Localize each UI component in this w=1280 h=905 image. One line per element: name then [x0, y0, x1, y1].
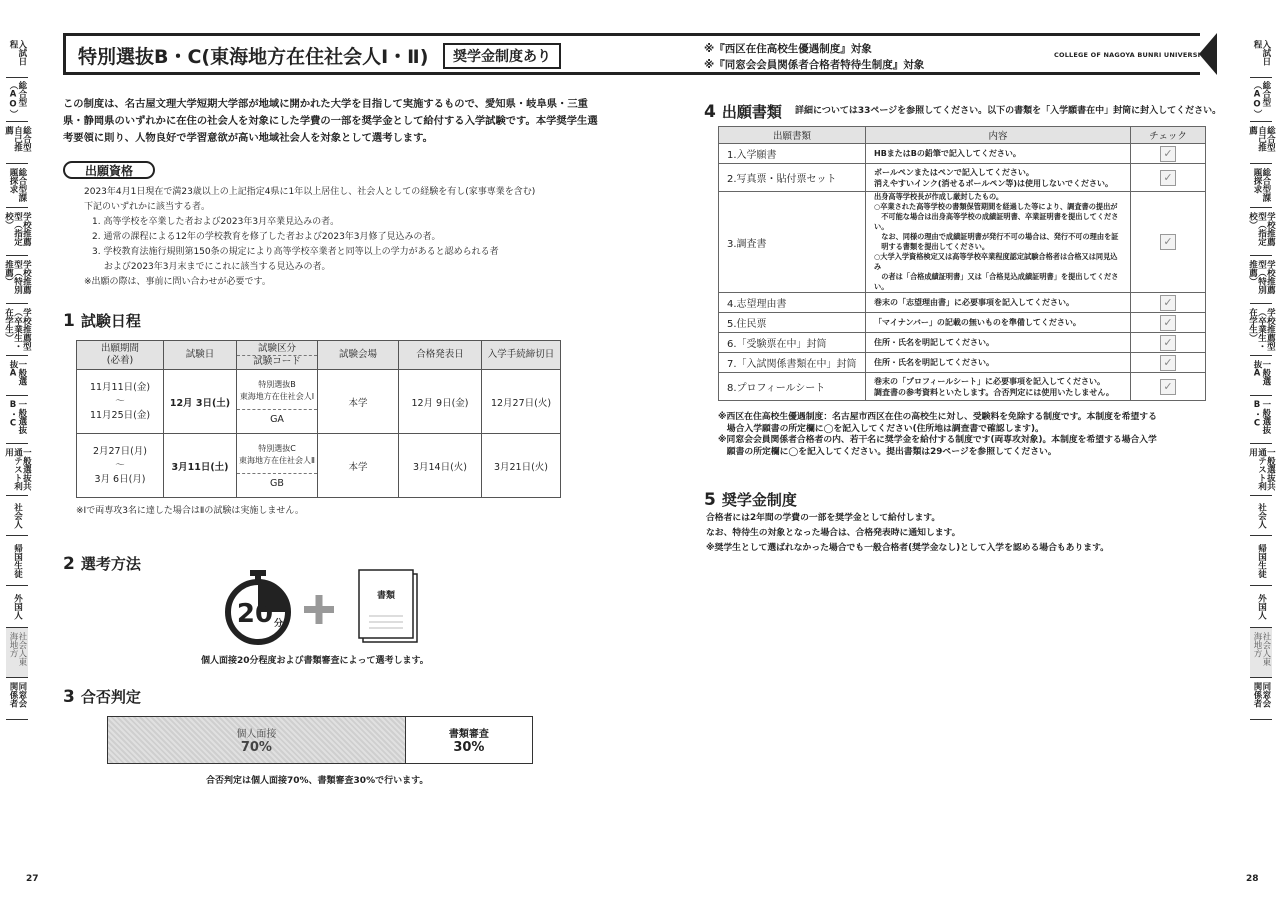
side-tab[interactable]: 社会人: [1250, 496, 1272, 536]
header-note: ※『同窓会会員関係者合格者特待生制度』対象: [704, 59, 925, 71]
side-tab[interactable]: 同窓会関係者: [1250, 678, 1272, 720]
doc-content-line: ボールペンまたはペンで記入してください。: [874, 167, 1034, 177]
doc-content-line: 「マイナンバー」の記載の無いものを準備してください。: [874, 318, 1081, 327]
page-number-right: 28: [1246, 874, 1259, 884]
table-row: [719, 353, 1206, 373]
document-share: [406, 717, 532, 763]
table-row: [77, 370, 561, 434]
table-row: [719, 313, 1206, 333]
side-tabs-left: [3, 36, 32, 720]
side-tab[interactable]: 総合型自己推薦: [6, 122, 28, 164]
scholarship-line: 合格者には2年間の学費の一部を奨学金として給付します。: [706, 513, 941, 523]
header-note: ※『西区在住高校生優遇制度』対象: [704, 43, 872, 55]
side-tab[interactable]: 総合型課題探求: [6, 164, 28, 208]
eligibility-line: 下記のいずれかに該当する者。: [84, 202, 211, 212]
side-tab[interactable]: 総合型自己推薦: [1250, 122, 1272, 164]
th-venue: 試験会場: [318, 341, 399, 370]
section-number: 5: [704, 490, 716, 510]
section-2-heading: [63, 553, 141, 574]
th-deadline: 入学手続締切日: [482, 341, 561, 370]
section-4-notes: [718, 412, 1157, 458]
period-end: 3月 6日(月): [94, 473, 146, 485]
exam-date: 3月11日(土): [164, 434, 237, 498]
side-tab[interactable]: 入試日程: [1250, 36, 1272, 78]
doc-content-line: 調査書の参考資料といたします。合否判定には使用いたしません。: [874, 387, 1114, 397]
side-tab[interactable]: 一般選抜A: [6, 356, 28, 396]
doc-name: 4.志望理由書: [719, 293, 866, 313]
doc-content: [866, 164, 1131, 192]
checkbox-icon[interactable]: ✓: [1160, 379, 1176, 395]
side-tab[interactable]: 外国人: [1250, 586, 1272, 628]
doc-content-line: 住所・氏名を明記してください。: [874, 338, 994, 347]
doc-content: [866, 373, 1131, 401]
result-date: 12月 9日(金): [399, 370, 482, 434]
doc-check-cell: [1131, 192, 1206, 293]
eligibility-line: 3. 学校教育法施行規則第150条の規定により高等学校卒業者と同等以上の学力があると認められる者: [92, 247, 499, 257]
note-line: 願書の所定欄に◯を記入してください。提出書類は29ページを参照してください。: [718, 446, 1057, 457]
doc-check-cell: [1131, 353, 1206, 373]
checkbox-icon[interactable]: ✓: [1160, 335, 1176, 351]
th-doc-name: 出願書類: [719, 127, 866, 144]
doc-content-line: ○大学入学資格検定又は高等学校卒業程度認定試験合格者は合格又は同見込み: [874, 252, 1118, 271]
schedule-note: ※Ⅰで両専攻3名に達した場合はⅡの試験は実施しません。: [76, 506, 304, 516]
title-bar: [63, 33, 675, 75]
side-tab[interactable]: 一般選抜A: [1250, 356, 1272, 396]
note-line: ※同窓会会員関係者合格者の内、若干名に奨学金を給付する制度です(両専攻対象)。本制度を希望する場合入学: [718, 435, 1157, 445]
table-row: [719, 144, 1206, 164]
doc-content: [866, 144, 1131, 164]
section-4-heading: [704, 101, 782, 122]
side-tab[interactable]: 総合型課題探求: [1250, 164, 1272, 208]
doc-content-line: HBまたはBの鉛筆で記入してください。: [874, 149, 1021, 158]
result-date: 3月14日(火): [399, 434, 482, 498]
doc-content-line: 巻末の「志望理由書」に必要事項を記入してください。: [874, 298, 1074, 307]
side-tab[interactable]: 社会人東海地方: [1250, 628, 1272, 678]
doc-content: [866, 333, 1131, 353]
interview-label: 個人面接: [236, 729, 277, 740]
section-title: 試験日程: [80, 312, 141, 330]
side-tab[interactable]: 総合型（AO）: [1250, 78, 1272, 122]
th-doc-check: チェック: [1131, 127, 1206, 144]
section-number: 2: [63, 554, 75, 574]
header-notes: [704, 41, 924, 73]
doc-check-cell: [1131, 164, 1206, 192]
side-tab[interactable]: 学校推薦型（特別推薦）: [6, 256, 28, 304]
kubun-line: 東海地方在住社会人Ⅱ: [239, 456, 315, 465]
doc-content-line: なお、同様の理由で成績証明書が発行不可の場合は、発行不可の理由を証: [874, 232, 1119, 241]
side-tab[interactable]: 学校推薦型（特別推薦）: [1250, 256, 1272, 304]
side-tab[interactable]: 一般選抜共通テスト利用: [1250, 444, 1272, 496]
document-review-label: 書類審査: [448, 729, 489, 740]
th-code: 試験コード: [253, 355, 301, 367]
judgement-caption: 合否判定は個人面接70%、書類審査30%で行います。: [206, 776, 429, 786]
doc-check-cell: [1131, 333, 1206, 353]
section-title: 奨学金制度: [721, 491, 797, 509]
section-title: 出願書類: [721, 103, 782, 121]
exam-code: GB: [270, 478, 284, 489]
side-tab[interactable]: 学校推薦型（卒業生・在学生）: [1250, 304, 1272, 356]
eligibility-label: 出願資格: [63, 161, 155, 179]
doc-content-line: 巻末の「プロフィールシート」に必要事項を記入してください。: [874, 376, 1105, 386]
doc-name: 6.「受験票在中」封筒: [719, 333, 866, 353]
side-tab[interactable]: 外国人: [6, 586, 28, 628]
deadline-date: 12月27日(火): [482, 370, 561, 434]
doc-name: 5.住民票: [719, 313, 866, 333]
period-start: 2月27日(月): [92, 445, 148, 457]
side-tab[interactable]: 帰国生徒: [6, 536, 28, 586]
section-title: 合否判定: [80, 688, 141, 706]
selection-caption: 個人面接20分程度および書類審査によって選考します。: [201, 656, 429, 666]
intro-text: この制度は、名古屋文理大学短期大学部が地域に開かれた大学を目指して実施するもので、愛知県・岐阜県・三重県・静岡県のいずれかに在住の社会人を対象にした学費の一部を奨学金として給付する入学試験です。本学奨学生選考要領に則り、人物良好で学習意欲が高い地域社会人を対象として選考します。: [63, 98, 598, 144]
document-label: 書類: [376, 591, 396, 601]
side-tab[interactable]: 学校推薦型（指定校）: [6, 208, 28, 256]
note-line: 場合入学願書の所定欄に◯を記入してください(住所地は調査書で確認します)。: [718, 423, 1044, 434]
doc-check-cell: [1131, 293, 1206, 313]
table-row: [719, 164, 1206, 192]
kubun-line: 東海地方在住社会人Ⅰ: [239, 392, 315, 401]
side-tab[interactable]: 学校推薦型（指定校）: [1250, 208, 1272, 256]
side-tab[interactable]: 社会人: [6, 496, 28, 536]
note-line: ※西区在住高校生優遇制度：名古屋市西区在住の高校生に対し、受験料を免除する制度です。本制度を希望する: [718, 412, 1157, 422]
deadline-date: 3月21日(火): [482, 434, 561, 498]
venue: 本学: [318, 434, 399, 498]
period-start: 11月11日(金): [89, 381, 151, 393]
eligibility-line: ※出願の際は、事前に問い合わせが必要です。: [84, 277, 271, 287]
table-row: [719, 333, 1206, 353]
kubun-line: 特別選抜C: [258, 444, 296, 453]
doc-check-cell: [1131, 373, 1206, 401]
th-period: 出願期間: [100, 343, 139, 354]
checkbox-icon[interactable]: ✓: [1160, 234, 1176, 250]
period-tilde: 〜: [115, 395, 125, 407]
eligibility-line: 2023年4月1日現在で満23歳以上の上記指定4県に1年以上居住し、社会人としての経験を有し(家事専業を含む): [84, 187, 536, 197]
table-row: [719, 373, 1206, 401]
side-tab[interactable]: 一般選抜共通テスト利用: [6, 444, 28, 496]
table-row: [719, 293, 1206, 313]
doc-name: 1.入学願書: [719, 144, 866, 164]
doc-content-line: 出身高等学校長が作成し厳封したもの。: [874, 192, 1004, 201]
section-3-heading: [63, 686, 141, 707]
section-4-lead: 詳細については33ページを参照してください。以下の書類を「入学願書在中」封筒に封入してください。: [795, 106, 1222, 116]
venue: 本学: [318, 370, 399, 434]
eligibility-line: 2. 通常の課程による12年の学校教育を修了した者および2023年3月修了見込みの者。: [92, 232, 441, 242]
exam-code: GA: [270, 414, 284, 425]
doc-check-cell: [1131, 144, 1206, 164]
doc-content-line: の者は「合格成績証明書」又は「合格見込成績証明書」を提出してください。: [874, 272, 1119, 291]
doc-content-line: 不可能な場合は出身高等学校の成績証明書、卒業証明書を提出してください。: [874, 212, 1119, 231]
section-title: 選考方法: [80, 555, 141, 573]
th-doc-content: 内容: [866, 127, 1131, 144]
document-review-value: 30%: [453, 740, 485, 755]
th-result: 合格発表日: [399, 341, 482, 370]
brand-name: COLLEGE OF NAGOYA BUNRI UNIVERSITY: [1054, 51, 1210, 59]
schedule-table: [76, 340, 561, 498]
eligibility-line: および2023年3月末までにこれに該当する見込みの者。: [92, 262, 331, 272]
eligibility-text: [84, 185, 535, 290]
document-icon: [359, 570, 417, 642]
doc-content-line: ○卒業された高等学校の書類保管期間を経過した等により、調査書の提出が: [874, 202, 1118, 211]
side-tab[interactable]: 学校推薦型（卒業生・在学生）: [6, 304, 28, 356]
checkbox-icon[interactable]: ✓: [1160, 315, 1176, 331]
checkbox-icon[interactable]: ✓: [1160, 170, 1176, 186]
side-tab[interactable]: 一般選抜B・C: [6, 396, 28, 444]
kubun-line: 特別選抜B: [258, 380, 296, 389]
doc-content-line: 明する書類を提出してください。: [874, 242, 990, 251]
th-kubun: 試験区分: [237, 343, 317, 356]
section-1-heading: [63, 310, 141, 331]
doc-content: [866, 192, 1131, 293]
scholarship-line: なお、特待生の対象となった場合は、合格発表時に通知します。: [706, 528, 961, 538]
section-number: 1: [63, 311, 75, 331]
table-row: [77, 434, 561, 498]
side-tab[interactable]: 一般選抜B・C: [1250, 396, 1272, 444]
period-end: 11月25日(金): [89, 409, 151, 421]
section-number: 3: [63, 687, 75, 707]
page-number-left: 27: [26, 874, 39, 884]
section-number: 4: [704, 102, 716, 122]
checkbox-icon[interactable]: ✓: [1160, 355, 1176, 371]
section-5-heading: [704, 489, 797, 510]
doc-name: 8.プロフィールシート: [719, 373, 866, 401]
interview-value: 70%: [240, 740, 272, 755]
doc-name: 2.写真票・貼付票セット: [719, 164, 866, 192]
doc-check-cell: [1131, 313, 1206, 333]
timer-unit: 分: [274, 619, 284, 629]
scholarship-line: ※奨学生として選ばれなかった場合でも一般合格者(奨学金なし)として入学を認める場合もあります。: [706, 543, 1109, 553]
table-row: [719, 192, 1206, 293]
th-date: 試験日: [164, 341, 237, 370]
side-tabs-right: [1247, 36, 1276, 720]
selection-method-illustration: [222, 568, 442, 646]
judgement-ratio-bar: [107, 716, 533, 764]
scholarship-text: [706, 511, 1109, 556]
scholarship-badge: 奨学金制度あり: [443, 43, 561, 69]
plus-icon: [304, 595, 334, 624]
interview-share: [108, 717, 406, 763]
doc-content-line: 住所・氏名を明記してください。: [874, 358, 994, 367]
timer-number: 20: [236, 599, 274, 629]
exam-date: 12月 3日(土): [164, 370, 237, 434]
header-rule-top: [675, 33, 1200, 36]
eligibility-line: 1. 高等学校を卒業した者および2023年3月卒業見込みの者。: [92, 217, 340, 227]
doc-content: [866, 293, 1131, 313]
documents-table: [718, 126, 1206, 401]
period-tilde: 〜: [115, 459, 125, 471]
side-tab[interactable]: 総合型（AO）: [6, 78, 28, 122]
doc-content: [866, 313, 1131, 333]
side-tab[interactable]: 入試日程: [6, 36, 28, 78]
doc-content: [866, 353, 1131, 373]
doc-content-line: 消えやすいインク(消せるボールペン等)は使用しないでください。: [874, 178, 1113, 188]
checkbox-icon[interactable]: ✓: [1160, 146, 1176, 162]
page-title: 特別選抜B・C(東海地方在住社会人Ⅰ・Ⅱ): [78, 46, 429, 68]
side-tab[interactable]: 同窓会関係者: [6, 678, 28, 720]
th-period-sub: (必着): [106, 355, 134, 366]
doc-name: 7.「入試関係書類在中」封筒: [719, 353, 866, 373]
checkbox-icon[interactable]: ✓: [1160, 295, 1176, 311]
side-tab[interactable]: 帰国生徒: [1250, 536, 1272, 586]
doc-name: 3.調査書: [719, 192, 866, 293]
side-tab[interactable]: 社会人東海地方: [6, 628, 28, 678]
